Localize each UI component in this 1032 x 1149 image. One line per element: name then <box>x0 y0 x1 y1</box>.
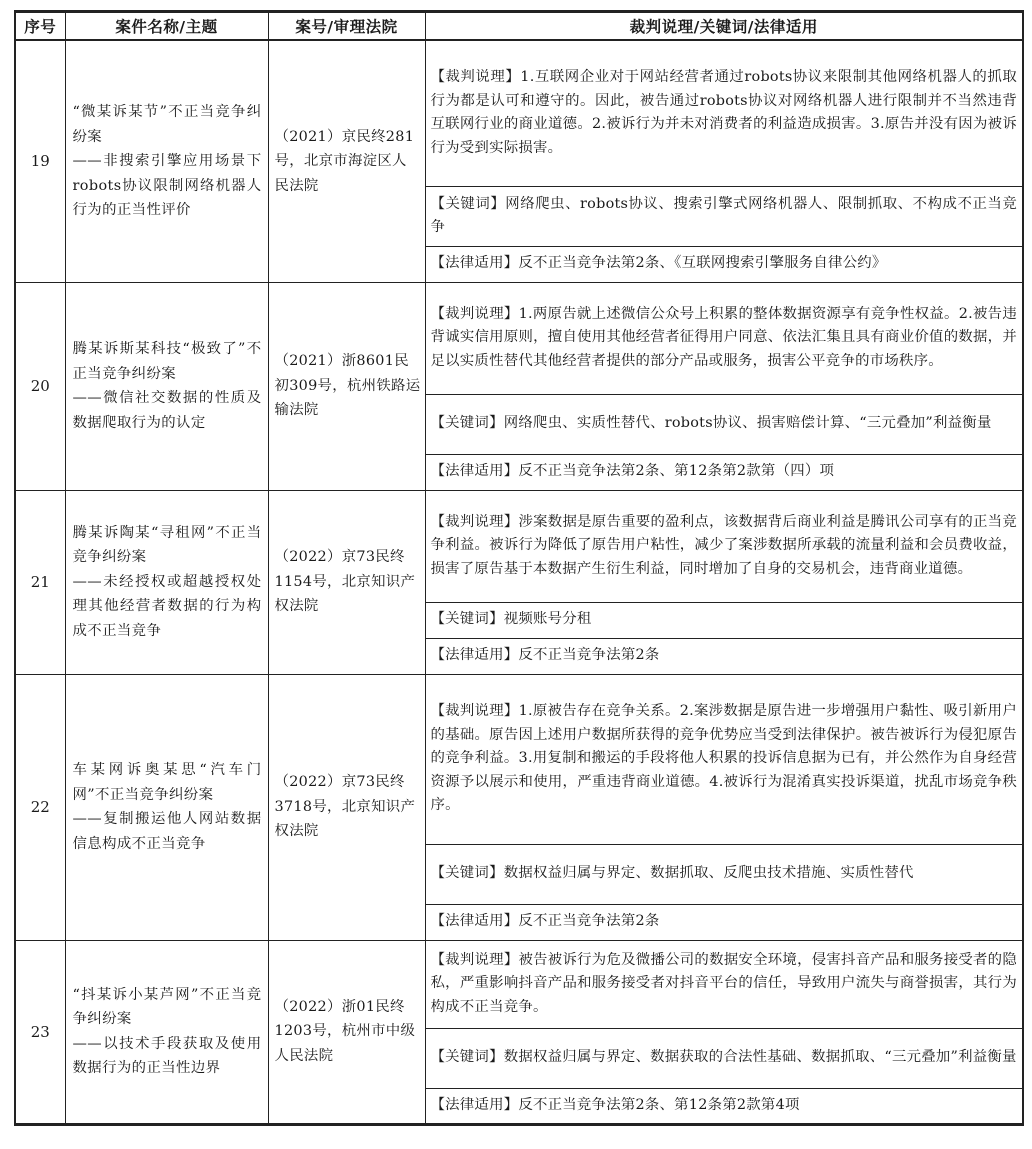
table-header-row <box>15 12 1023 41</box>
case-court: （2022）京73民终1154号，北京知识产权法院 <box>268 490 425 674</box>
case-name: 腾某诉斯某科技“极致了”不正当竞争纠纷案 ——微信社交数据的性质及数据爬取行为的认定 <box>65 282 268 490</box>
case-reasoning: 【裁判说理】涉案数据是原告重要的盈利点，该数据背后商业利益是腾讯公司享有的正当竞争利益。被诉行为降低了原告用户粘性，减少了案涉数据所承载的流量利益和会员费收益，损害了原告基于本数据产生衍生利益，同时增加了自身的交易机会，违背商业道德。 <box>425 490 1023 602</box>
case-number: 23 <box>15 940 65 1124</box>
header-court: 案号/审理法院 <box>268 12 425 41</box>
case-keywords: 【关键词】数据权益归属与界定、数据获取的合法性基础、数据抓取、“三元叠加”利益衡量 <box>425 1028 1023 1088</box>
case-name: 车某网诉奥某思“汽车门网”不正当竞争纠纷案 ——复制搬运他人网站数据信息构成不正当竞争 <box>65 674 268 940</box>
case-court: （2021）京民终281号，北京市海淀区人民法院 <box>268 40 425 282</box>
table-row <box>15 282 1023 394</box>
table-row <box>15 674 1023 844</box>
case-name: “抖某诉小某芦网”不正当竞争纠纷案 ——以技术手段获取及使用数据行为的正当性边界 <box>65 940 268 1124</box>
case-number: 20 <box>15 282 65 490</box>
case-table <box>14 10 1024 1126</box>
case-law: 【法律适用】反不正当竞争法第2条、第12条第2款第4项 <box>425 1088 1023 1124</box>
table-row <box>15 40 1023 186</box>
case-reasoning: 【裁判说理】1.原被告存在竞争关系。2.案涉数据是原告进一步增强用户黏性、吸引新用户的基础。原告因上述用户数据所获得的竞争优势应当受到法律保护。被告被诉行为侵犯原告的竞争利益。3.用复制和搬运的手段将他人积累的投诉信息据为已有，并公然作为自身经营资源予以展示和使用，严重违背商业道德。4.被诉行为混淆真实投诉渠道，扰乱市场竞争秩序。 <box>425 674 1023 844</box>
header-name: 案件名称/主题 <box>65 12 268 41</box>
header-detail: 裁判说理/关键词/法律适用 <box>425 12 1023 41</box>
case-number: 22 <box>15 674 65 940</box>
case-number: 21 <box>15 490 65 674</box>
table-row <box>15 940 1023 1028</box>
case-keywords: 【关键词】网络爬虫、实质性替代、robots协议、损害赔偿计算、“三元叠加”利益衡量 <box>425 394 1023 454</box>
case-law: 【法律适用】反不正当竞争法第2条、第12条第2款第（四）项 <box>425 454 1023 490</box>
case-number: 19 <box>15 40 65 282</box>
case-court: （2022）浙01民终1203号，杭州市中级人民法院 <box>268 940 425 1124</box>
table-row <box>15 490 1023 602</box>
case-reasoning: 【裁判说理】1.互联网企业对于网站经营者通过robots协议来限制其他网络机器人的抓取行为都是认可和遵守的。因此，被告通过robots协议对网络机器人进行限制并不当然违背互联网行业的商业道德。2.被诉行为并未对消费者的利益造成损害。3.原告并没有因为被诉行为受到实际损害。 <box>425 40 1023 186</box>
case-court: （2022）京73民终3718号，北京知识产权法院 <box>268 674 425 940</box>
header-num: 序号 <box>15 12 65 41</box>
case-keywords: 【关键词】视频账号分租 <box>425 602 1023 638</box>
case-name: 腾某诉陶某“寻租网”不正当竞争纠纷案 ——未经授权或超越授权处理其他经营者数据的行为构成不正当竞争 <box>65 490 268 674</box>
case-law: 【法律适用】反不正当竞争法第2条 <box>425 904 1023 940</box>
case-table-container <box>14 10 1022 1126</box>
case-reasoning: 【裁判说理】被告被诉行为危及微播公司的数据安全环境，侵害抖音产品和服务接受者的隐私，严重影响抖音产品和服务接受者对抖音平台的信任，导致用户流失与商誉损害，其行为构成不正当竞争。 <box>425 940 1023 1028</box>
case-court: （2021）浙8601民初309号，杭州铁路运输法院 <box>268 282 425 490</box>
case-keywords: 【关键词】数据权益归属与界定、数据抓取、反爬虫技术措施、实质性替代 <box>425 844 1023 904</box>
case-keywords: 【关键词】网络爬虫、robots协议、搜索引擎式网络机器人、限制抓取、不构成不正当竞争 <box>425 186 1023 246</box>
case-name: “微某诉某节”不正当竞争纠纷案 ——非搜索引擎应用场景下robots协议限制网络机器人行为的正当性评价 <box>65 40 268 282</box>
case-law: 【法律适用】反不正当竞争法第2条、《互联网搜索引擎服务自律公约》 <box>425 246 1023 282</box>
case-law: 【法律适用】反不正当竞争法第2条 <box>425 638 1023 674</box>
case-reasoning: 【裁判说理】1.两原告就上述微信公众号上积累的整体数据资源享有竞争性权益。2.被告违背诚实信用原则，擅自使用其他经营者征得用户同意、依法汇集且具有商业价值的数据，并足以实质性替代其他经营者提供的部分产品或服务，损害公平竞争的市场秩序。 <box>425 282 1023 394</box>
